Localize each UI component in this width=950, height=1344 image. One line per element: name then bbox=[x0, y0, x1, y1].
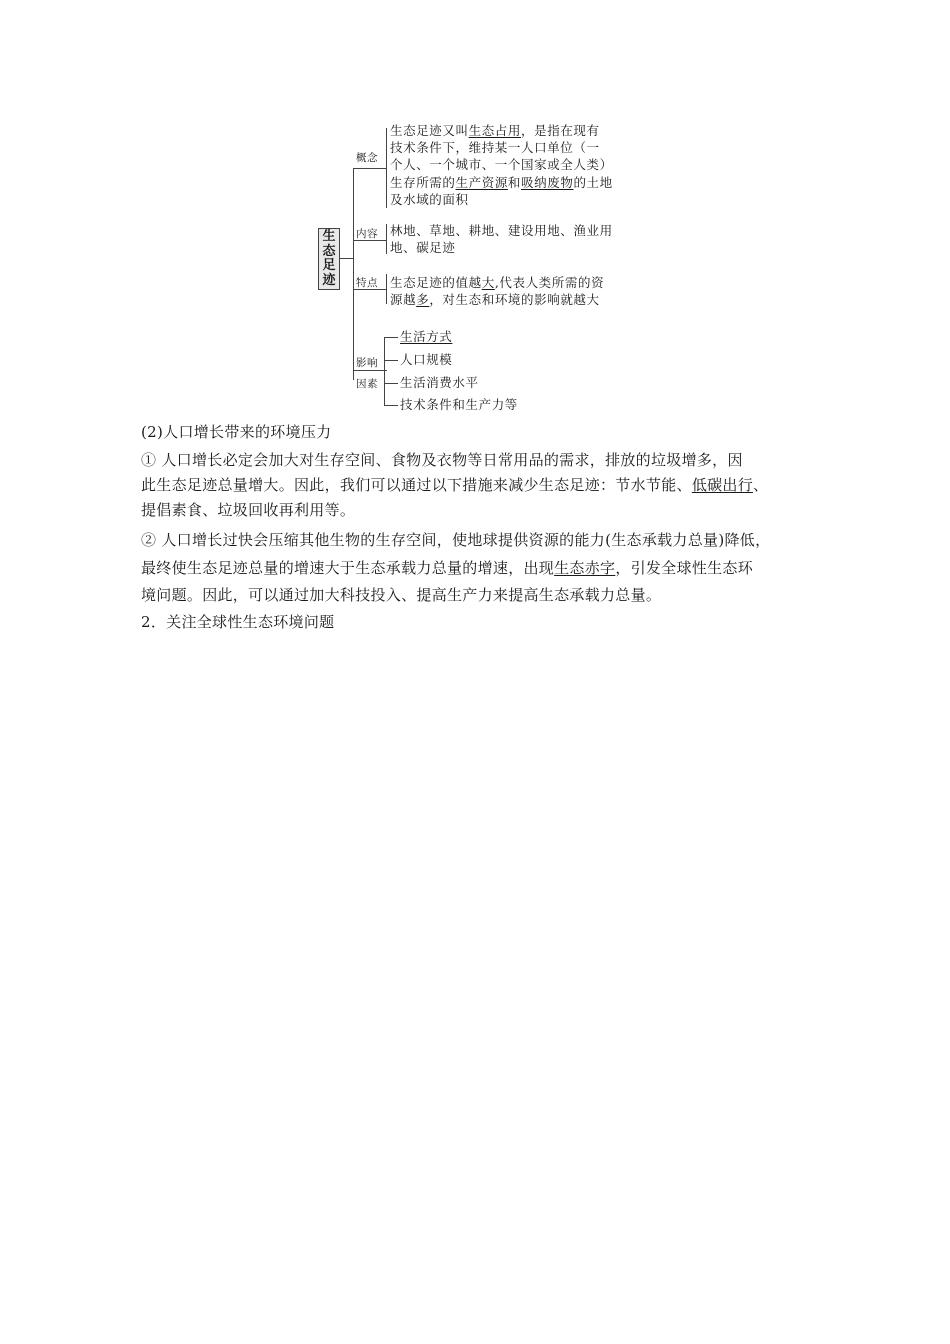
connector-trunk bbox=[353, 168, 354, 380]
key-term: 吸纳废物 bbox=[521, 175, 574, 190]
key-term: 多 bbox=[416, 292, 430, 307]
concept-line: 生态足迹又叫生态占用，是指在现有 bbox=[390, 123, 600, 138]
root-char: 足 bbox=[322, 258, 336, 273]
factor-item: 人口规模 bbox=[400, 352, 453, 367]
factors-label: 影响 bbox=[356, 357, 378, 369]
key-term: 生产资源 bbox=[455, 175, 508, 190]
factor-item: 技术条件和生产力等 bbox=[400, 397, 518, 412]
paragraph-line: 此生态足迹总量增大。因此，我们可以通过以下措施来减少生态足迹：节水节能、低碳出行、 bbox=[141, 476, 769, 494]
connector-feature-bracket bbox=[386, 274, 387, 304]
section-heading: (2)人口增长带来的环境压力 bbox=[141, 423, 332, 441]
connector-factor-2 bbox=[384, 360, 398, 361]
factor-item: 生活方式 bbox=[400, 329, 453, 344]
feature-label: 特点 bbox=[356, 277, 378, 289]
root-char: 生 bbox=[322, 229, 336, 244]
paragraph-line: ② 人口增长过快会压缩其他生物的生存空间，使地球提供资源的能力(生态承载力总量)降低， bbox=[141, 531, 771, 549]
key-term: 大 bbox=[481, 275, 495, 290]
heading-2: 2．关注全球性生态环境问题 bbox=[141, 613, 335, 631]
connector-root bbox=[340, 258, 354, 259]
feature-line: 生态足迹的值越大,代表人类所需的资 bbox=[390, 275, 605, 290]
content-label: 内容 bbox=[356, 228, 378, 240]
concept-line: 技术条件下，维持某一人口单位（一 bbox=[390, 140, 600, 155]
concept-label: 概念 bbox=[356, 152, 378, 164]
key-term: 生态占用 bbox=[468, 123, 522, 138]
root-char: 态 bbox=[322, 243, 336, 259]
connector-factor-1 bbox=[384, 337, 398, 338]
concept-line: 个人、一个城市、一个国家或全人类） bbox=[390, 157, 613, 172]
connector-factor-4 bbox=[384, 405, 398, 406]
connector-concept-bracket bbox=[386, 128, 387, 208]
connector-factor-3 bbox=[384, 383, 398, 384]
content-line: 林地、草地、耕地、建设用地、渔业用 bbox=[390, 223, 613, 238]
concept-line: 及水域的面积 bbox=[390, 192, 469, 207]
key-term: 生态赤字 bbox=[554, 559, 616, 577]
root-char: 迹 bbox=[322, 272, 336, 288]
connector-factors bbox=[353, 370, 387, 371]
paragraph-line: ① 人口增长必定会加大对生存空间、食物及衣物等日常用品的需求，排放的垃圾增多，因 bbox=[141, 451, 743, 469]
factor-item: 生活消费水平 bbox=[400, 375, 479, 390]
factors-label: 因素 bbox=[356, 378, 378, 390]
key-term: 低碳出行 bbox=[691, 476, 754, 494]
root-node bbox=[318, 228, 340, 290]
connector-content-bracket bbox=[386, 224, 387, 254]
concept-line: 生存所需的生产资源和吸纳废物的土地 bbox=[390, 175, 613, 190]
connector-factors-bracket bbox=[384, 337, 385, 405]
connector-concept bbox=[353, 168, 387, 169]
paragraph-line: 境问题。因此，可以通过加大科技投入、提高生产力来提高生态承载力总量。 bbox=[141, 586, 662, 604]
feature-line: 源越多，对生态和环境的影响就越大 bbox=[390, 292, 600, 307]
paragraph-line: 最终使生态足迹总量的增速大于生态承载力总量的增速，出现生态赤字，引发全球性生态环 bbox=[141, 559, 754, 577]
paragraph-line: 提倡素食、垃圾回收再利用等。 bbox=[141, 501, 356, 519]
content-line: 地、碳足迹 bbox=[390, 240, 456, 255]
